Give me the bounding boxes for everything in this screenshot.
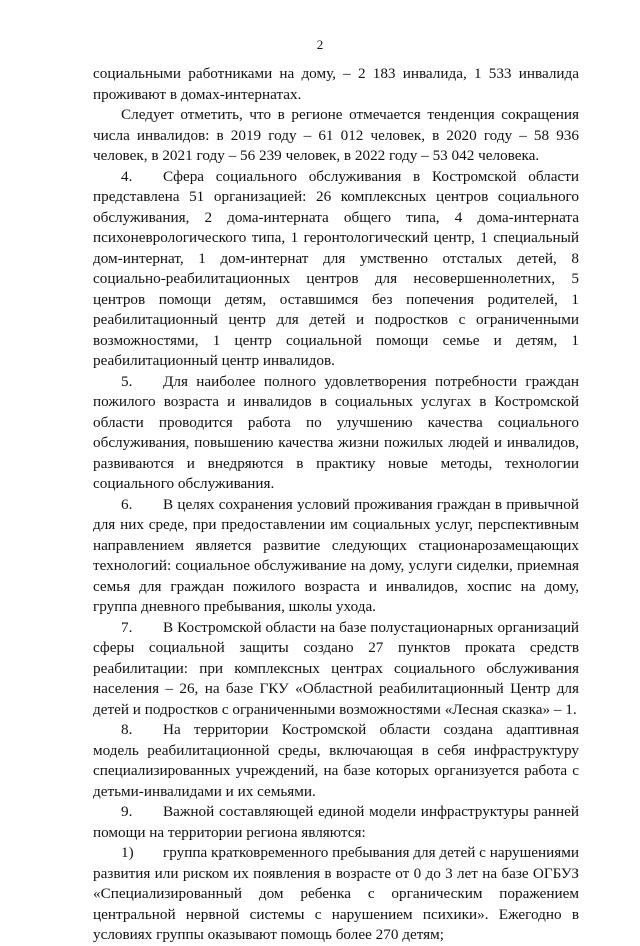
paragraph-text: На территории Костромской области создана адаптивная модель реабилитационной среды, включающая в себя инфраструктуру специализированных учреждений, на базе которых организуется работа с детьми-инвалидами и их семьями. <box>93 721 579 800</box>
list-item-text: группа кратковременного пребывания для детей с нарушениями развития или риском их появления в возрасте от 0 до 3 лет на базе ОГБУЗ «Специализированный дом ребенка с органическим поражением центральной нервной системы с нарушением психики». Ежегодно в условиях группы оказывают помощь более 270 детям; <box>93 844 579 943</box>
paragraph-5 <box>93 372 579 495</box>
list-item-1 <box>93 843 579 946</box>
paragraph-text: Следует отметить, что в регионе отмечается тенденция сокращения числа инвалидов: в 2019 году – 61 012 человек, в 2020 году – 58 936 человек, в 2021 году – 56 239 человек, в 2022 году – 53 042 человека. <box>93 106 579 164</box>
paragraph-number: 8. <box>121 721 133 738</box>
paragraph-text: Важной составляющей единой модели инфраструктуры ранней помощи на территории региона являются: <box>93 803 579 841</box>
paragraph-number: 6. <box>121 495 133 513</box>
paragraph-7 <box>93 618 579 721</box>
paragraph-trend <box>93 105 579 167</box>
paragraph-text: социальными работниками на дому, – 2 183 инвалида, 1 533 инвалида проживают в домах-интернатах. <box>93 65 579 103</box>
document-body <box>93 64 579 946</box>
list-item-number: 1) <box>121 844 134 861</box>
paragraph-6 <box>93 495 579 618</box>
paragraph-text: В целях сохранения условий проживания граждан в привычной для них среде, при предоставлении им социальных услуг, перспективным направлением является развитие следующих стационарозамещающих технологий: социальное обслуживание на дому, услуги сиделки, приемная семья для граждан пожилого возраста и инвалидов, хоспис на дому, группа дневного пребывания, школы ухода. <box>93 495 579 615</box>
paragraph-number: 7. <box>121 618 133 636</box>
paragraph-number: 5. <box>121 372 133 390</box>
paragraph-text: Для наиболее полного удовлетворения потребности граждан пожилого возраста и инвалидов в социальных услугах в Костромской области проводится работа по улучшению качества социального обслуживания, повышению качества жизни пожилых людей и инвалидов, развиваются и внедряются в практику новые методы, технологии социального обслуживания. <box>93 372 579 492</box>
paragraph-continuation <box>93 64 579 105</box>
paragraph-4 <box>93 167 579 372</box>
paragraph-text: В Костромской области на базе полустационарных организаций сферы социальной защиты создано 27 пунктов проката средств реабилитации: при комплексных центрах социального обслуживания населения – 26, на базе ГКУ «Областной реабилитационный Центр для детей и подростков с ограниченными возможностями «Лесная сказка» – 1. <box>93 618 579 718</box>
paragraph-text: Сфера социального обслуживания в Костромской области представлена 51 организацией: 26 комплексных центров социального обслуживания, 2 дома-интерната общего типа, 4 дома-интерната психоневрологического типа, 1 геронтологический центр, 1 специальный дом-интернат, 1 дом-интернат для умственно отсталых детей, 8 социально-реабилитационных центров для несовершеннолетних, 5 центров помощи детям, оставшимся без попечения родителей, 1 реабилитационный центр для детей и подростков с ограниченными возможностями, 1 центр социальной помощи семье и детям, 1 реабилитационный центр инвалидов. <box>93 167 579 369</box>
paragraph-number: 9. <box>121 803 133 820</box>
paragraph-8 <box>93 720 579 802</box>
paragraph-number: 4. <box>121 167 133 185</box>
page-number: 2 <box>316 37 324 52</box>
paragraph-9 <box>93 802 579 843</box>
